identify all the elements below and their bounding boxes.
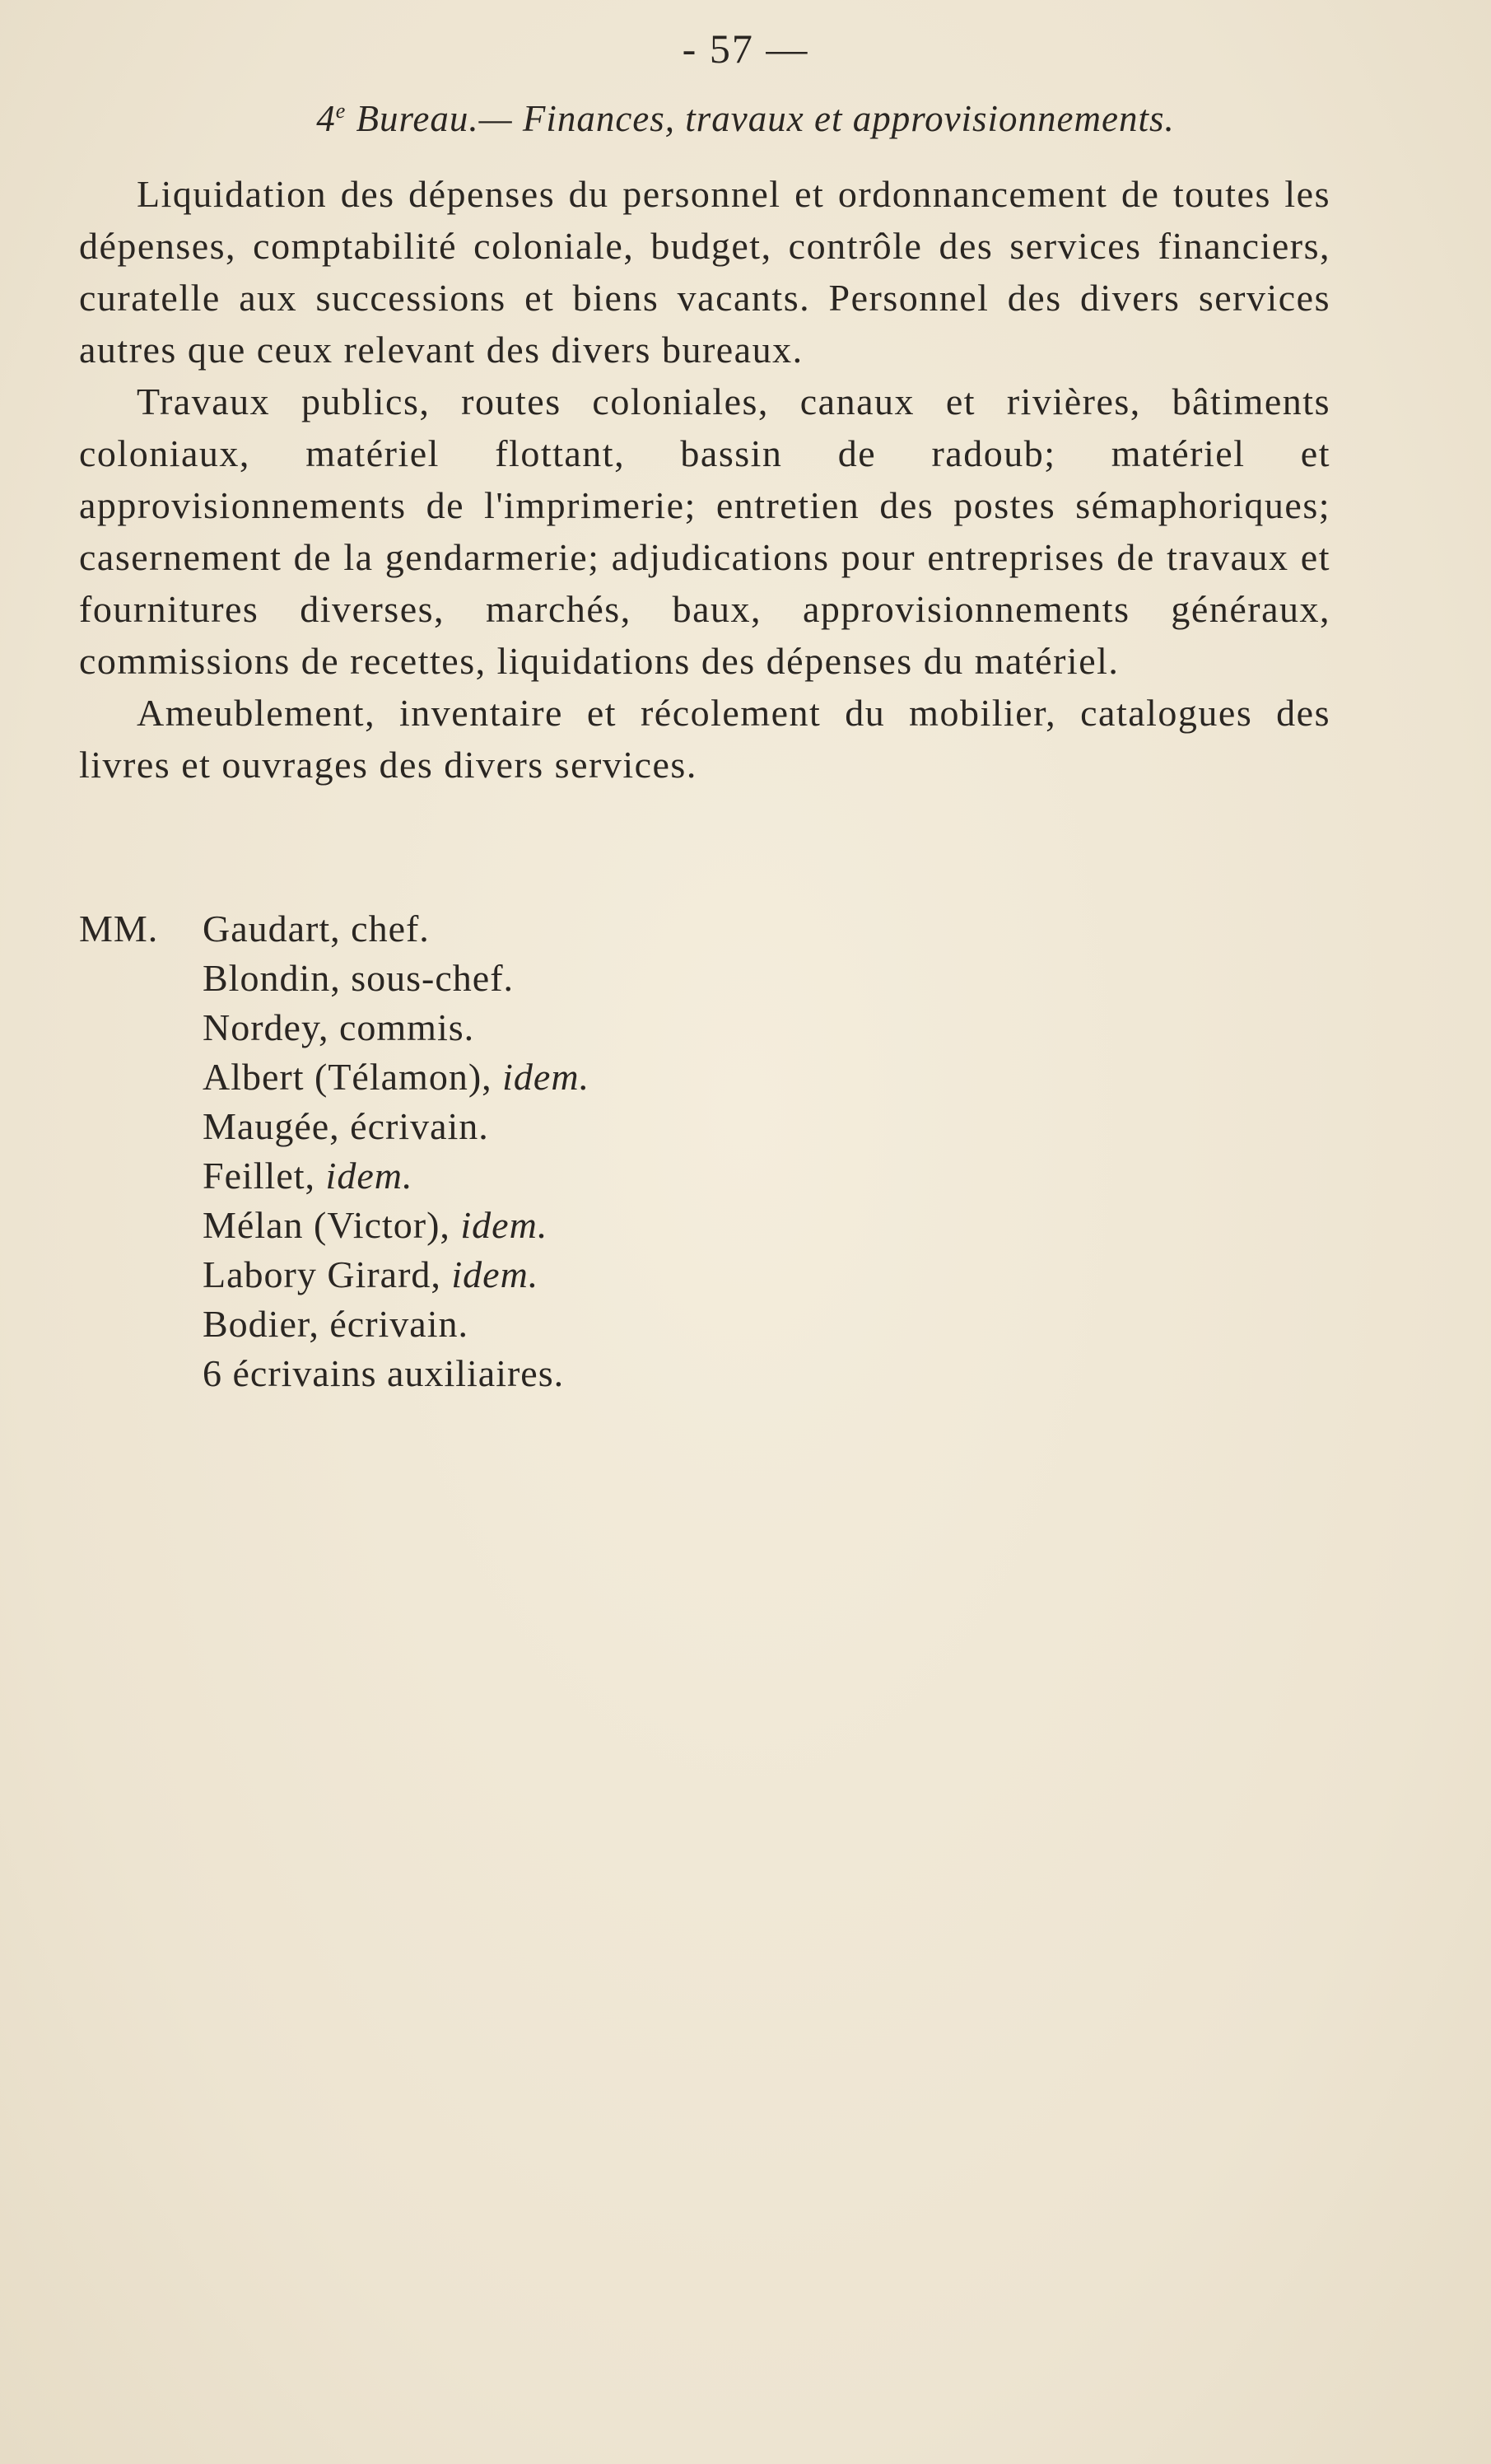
heading-ordinal: 4	[316, 98, 336, 139]
staff-row	[79, 1349, 1067, 1398]
staff-role: chef.	[351, 908, 430, 950]
staff-name: Feillet,	[203, 1155, 316, 1197]
staff-row	[79, 904, 1067, 954]
heading-ordinal-suffix: e	[335, 99, 347, 123]
staff-name: Gaudart,	[203, 908, 341, 950]
staff-role: idem.	[325, 1155, 413, 1197]
paragraph-travaux: Travaux publics, routes coloniales, canaux et rivières, bâtiments coloniaux, matériel flottant, bassin de radoub; matériel et approvisionnements de l'imprimerie; entretien des postes sémaphoriques; casernement de la gendarmerie; adjudications pour entreprises de travaux et fournitures diverses, marchés, baux, approvisionnements généraux, commissions de recettes, liquidations des dépenses du matériel.	[79, 380, 1330, 682]
staff-role: écrivain.	[350, 1105, 489, 1147]
staff-list	[79, 904, 1067, 1398]
staff-row	[79, 1003, 1067, 1052]
staff-role: idem.	[460, 1204, 548, 1246]
staff-row	[79, 954, 1067, 1003]
staff-name: Mélan (Victor),	[203, 1204, 450, 1246]
staff-row	[79, 1151, 1067, 1201]
staff-prefix: MM.	[79, 908, 159, 950]
staff-role: idem.	[451, 1253, 539, 1295]
paragraph-finances: Liquidation des dépenses du personnel et ordonnancement de toutes les dépenses, comptabilité coloniale, budget, contrôle des services financiers, curatelle aux successions et biens vacants. Personnel des divers services autres que ceux relevant des divers bureaux.	[79, 173, 1330, 371]
staff-name: Labory Girard,	[203, 1253, 441, 1295]
staff-name: 6 écrivains auxiliaires.	[203, 1352, 565, 1394]
staff-name: Bodier,	[203, 1303, 319, 1345]
staff-role: écrivain.	[329, 1303, 468, 1345]
page-number: - 57 —	[682, 26, 809, 72]
paragraph-ameublement: Ameublement, inventaire et récolement du mobilier, catalogues des livres et ouvrages des divers services.	[79, 692, 1330, 786]
heading-bureau: Bureau.—	[356, 98, 513, 139]
section-heading	[0, 97, 1491, 140]
staff-name: Maugée,	[203, 1105, 340, 1147]
staff-row	[79, 1300, 1067, 1349]
body-text	[79, 168, 1330, 791]
staff-role: commis.	[338, 1006, 475, 1048]
staff-name: Blondin,	[203, 957, 341, 999]
staff-role: sous-chef.	[351, 957, 515, 999]
staff-name: Albert (Télamon),	[203, 1056, 492, 1098]
staff-row	[79, 1052, 1067, 1102]
staff-row	[79, 1201, 1067, 1250]
staff-name: Nordey,	[203, 1006, 329, 1048]
staff-row	[79, 1102, 1067, 1151]
staff-row	[79, 1250, 1067, 1300]
heading-subject: Finances, travaux et approvisionnements.	[522, 98, 1175, 139]
staff-role: idem.	[502, 1056, 590, 1098]
